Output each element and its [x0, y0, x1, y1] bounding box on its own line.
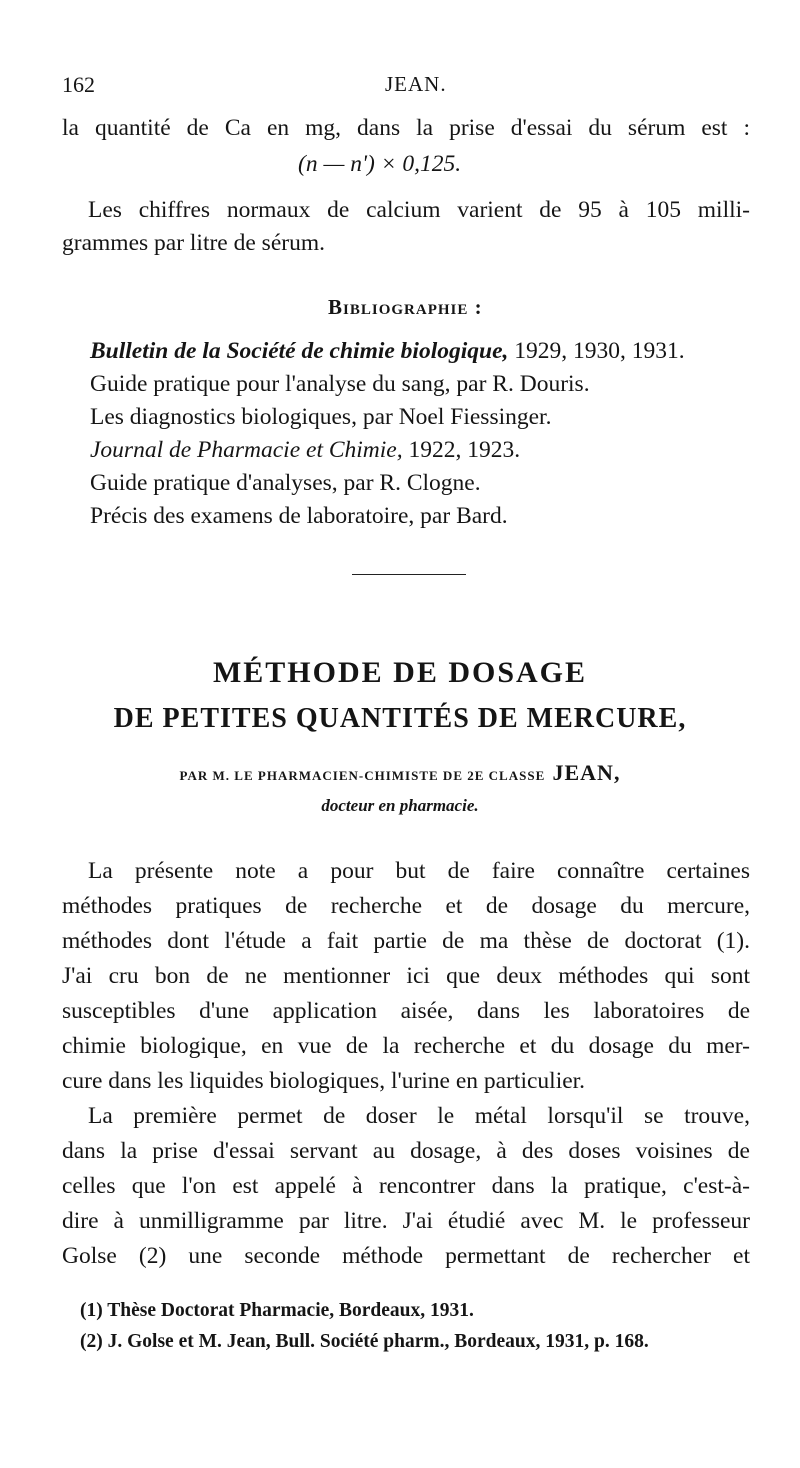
paragraph-line: chimie biologique, en vue de la recherche et du dosage du mer- — [62, 1033, 750, 1059]
paragraph-line: méthodes dont l'étude a fait partie de ma thèse de doctorat (1). — [62, 928, 750, 954]
paragraph-line: cure dans les liquides biologiques, l'urine en particulier. — [62, 1068, 586, 1094]
paragraph-line: La présente note a pour but de faire connaître certaines — [88, 858, 750, 884]
paragraph-line: J'ai cru bon de ne mentionner ici que deux méthodes qui sont — [62, 963, 750, 989]
paragraph-line: celles que l'on est appelé à rencontrer dans la pratique, c'est-à- — [62, 1173, 750, 1199]
bibliography-text: 1922, 1923. — [402, 437, 521, 463]
bibliography-text: 1929, 1930, 1931. — [508, 338, 685, 364]
paragraph-line: dire à unmilligramme par litre. J'ai étudié avec M. le professeur — [62, 1208, 750, 1234]
bibliography-title: Journal de Pharmacie et Chimie, — [90, 437, 403, 463]
paragraph-line: dans la prise d'essai servant au dosage, à des doses voisines de — [62, 1138, 750, 1164]
paragraph-line: Golse (2) une seconde méthode permettant de rechercher et — [62, 1243, 750, 1269]
bibliography-entry — [90, 338, 755, 365]
byline-text: PAR M. LE PHARMACIEN-CHIMISTE DE 2E CLASSE — [179, 768, 546, 783]
footnote: (1) Thèse Doctorat Pharmacie, Bordeaux, 1931. — [80, 1300, 474, 1321]
author-degree: docteur en pharmacie. — [321, 796, 479, 815]
paragraph-line: grammes par litre de sérum. — [62, 230, 325, 256]
section-divider — [352, 574, 466, 575]
bibliography-text: Précis des examens de laboratoire, par Bard. — [90, 503, 508, 529]
paragraph-line: méthodes pratiques de recherche et de dosage du mercure, — [62, 893, 750, 919]
article-title-line: DE PETITES QUANTITÉS DE MERCURE, — [113, 703, 687, 734]
formula: (n — n') × 0,125. — [298, 151, 462, 177]
article-byline — [0, 760, 800, 786]
bibliography-text: Guide pratique d'analyses, par R. Clogne. — [90, 470, 481, 496]
paragraph-line: susceptibles d'une application aisée, dans les laboratoires de — [62, 998, 750, 1024]
running-title: JEAN. — [385, 72, 447, 96]
bibliography-entry — [90, 371, 590, 398]
bibliography-text: Les diagnostics biologiques, par Noel Fiessinger. — [90, 404, 552, 430]
bibliography-heading: Bibliographie : — [328, 295, 483, 319]
bibliography-entry — [90, 503, 508, 530]
article-title-line: MÉTHODE DE DOSAGE — [212, 656, 588, 689]
page-number: 162 — [62, 72, 95, 97]
bibliography-entry — [90, 404, 551, 431]
bibliography-entry — [90, 437, 520, 464]
footnote: (2) J. Golse et M. Jean, Bull. Société pharm., Bordeaux, 1931, p. 168. — [80, 1331, 649, 1352]
paragraph-line: La première permet de doser le métal lorsqu'il se trouve, — [88, 1103, 750, 1129]
bibliography-title: Bulletin de la Société de chimie biologique, — [90, 338, 509, 364]
bibliography-text: Guide pratique pour l'analyse du sang, par R. Douris. — [90, 371, 590, 397]
paragraph-line: Les chiffres normaux de calcium varient de 95 à 105 milli- — [88, 197, 750, 223]
author-name: JEAN, — [552, 760, 621, 785]
paragraph-line: la quantité de Ca en mg, dans la prise d'essai du sérum est : — [62, 115, 750, 141]
bibliography-entry — [90, 470, 481, 497]
